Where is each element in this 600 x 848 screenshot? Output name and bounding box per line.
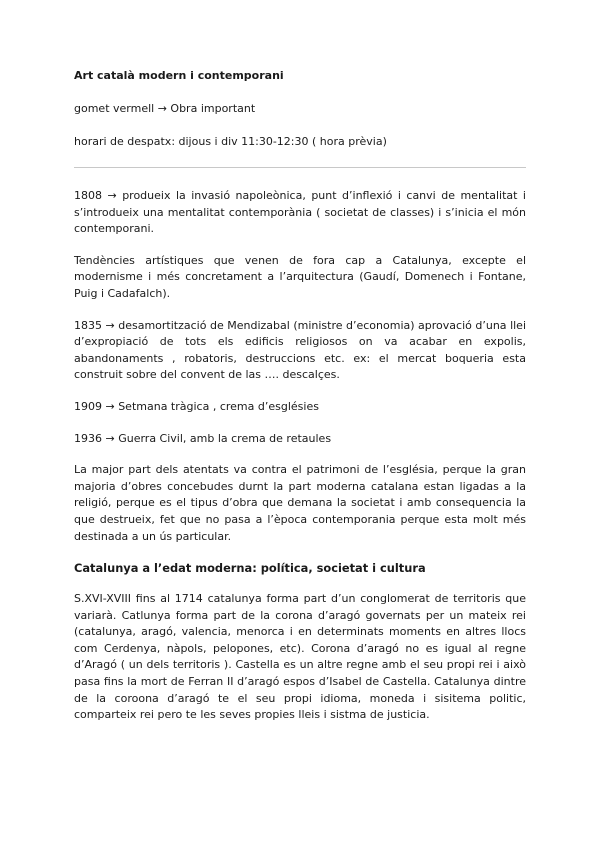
paragraph-1936: 1936 → Guerra Civil, amb la crema de retaules [74, 431, 332, 445]
document-title: Art català modern i contemporani [74, 69, 284, 82]
section-title: Catalunya a l’edat moderna: política, societat i cultura [74, 561, 426, 576]
paragraph-atentats: La major part dels atentats va contra el patrimoni de l’església, perque la gran majoria d’obres concebudes durnt la part moderna catalana estan ligadas a la religió, perque es el tipus d’obra que demana la societat i amb consequencia la que destrueix, fet que no pasa a l’època contemporania perque esta molt més destinada a un ús particular. [74, 463, 526, 543]
legend-line: gomet vermell → Obra important [74, 102, 256, 115]
paragraph-tendencies: Tendències artístiques que venen de fora cap a Catalunya, excepte el modernisme i més concretament a l’arquitectura (Gaudí, Domenech i Fontane, Puig i Cadafalch). [74, 253, 526, 300]
section-paragraph: S.XVI-XVIII fins al 1714 catalunya forma part d’un conglomerat de territoris que variarà. Catlunya forma part de la corona d’aragó governats per un mateix rei (catalunya, aragó, valencia, menorca i en determinats moments en altres llocs com Cerdenya, nàpols, pelopones, etc). Corona d’aragó no es igual al regne d’Aragó ( un dels territoris ). Castella es un altre regne amb el seu propi rei i això pasa fins la mort de Ferran II d’aragó espos d’Isabel de Castella. Catalunya dintre de la coroona d’aragó te el seu propi idioma, moneda i sisitema politic, comparteix rei pero te les seves propies lleis i sistma de justicia. [74, 592, 526, 722]
paragraph-1835: 1835 → desamortització de Mendizabal (ministre d’economia) aprovació d’una llei d’expropiació de tots els edificis religiosos on va acabar en expolis, abandonaments , robatoris, destruccions etc. ex: el mercat boqueria esta construit sobre del convent de las …. descalçes. [74, 318, 526, 382]
horizontal-divider [74, 167, 526, 168]
schedule-line: horari de despatx: dijous i div 11:30-12:30 ( hora prèvia) [74, 135, 387, 148]
paragraph-1808: 1808 → produeix la invasió napoleònica, punt d’inflexió i canvi de mentalitat i s’introdueix una mentalitat contemporània ( societat de classes) i s’inicia el món contemporani. [74, 189, 526, 236]
paragraph-1909: 1909 → Setmana tràgica , crema d’esglésies [74, 399, 319, 413]
